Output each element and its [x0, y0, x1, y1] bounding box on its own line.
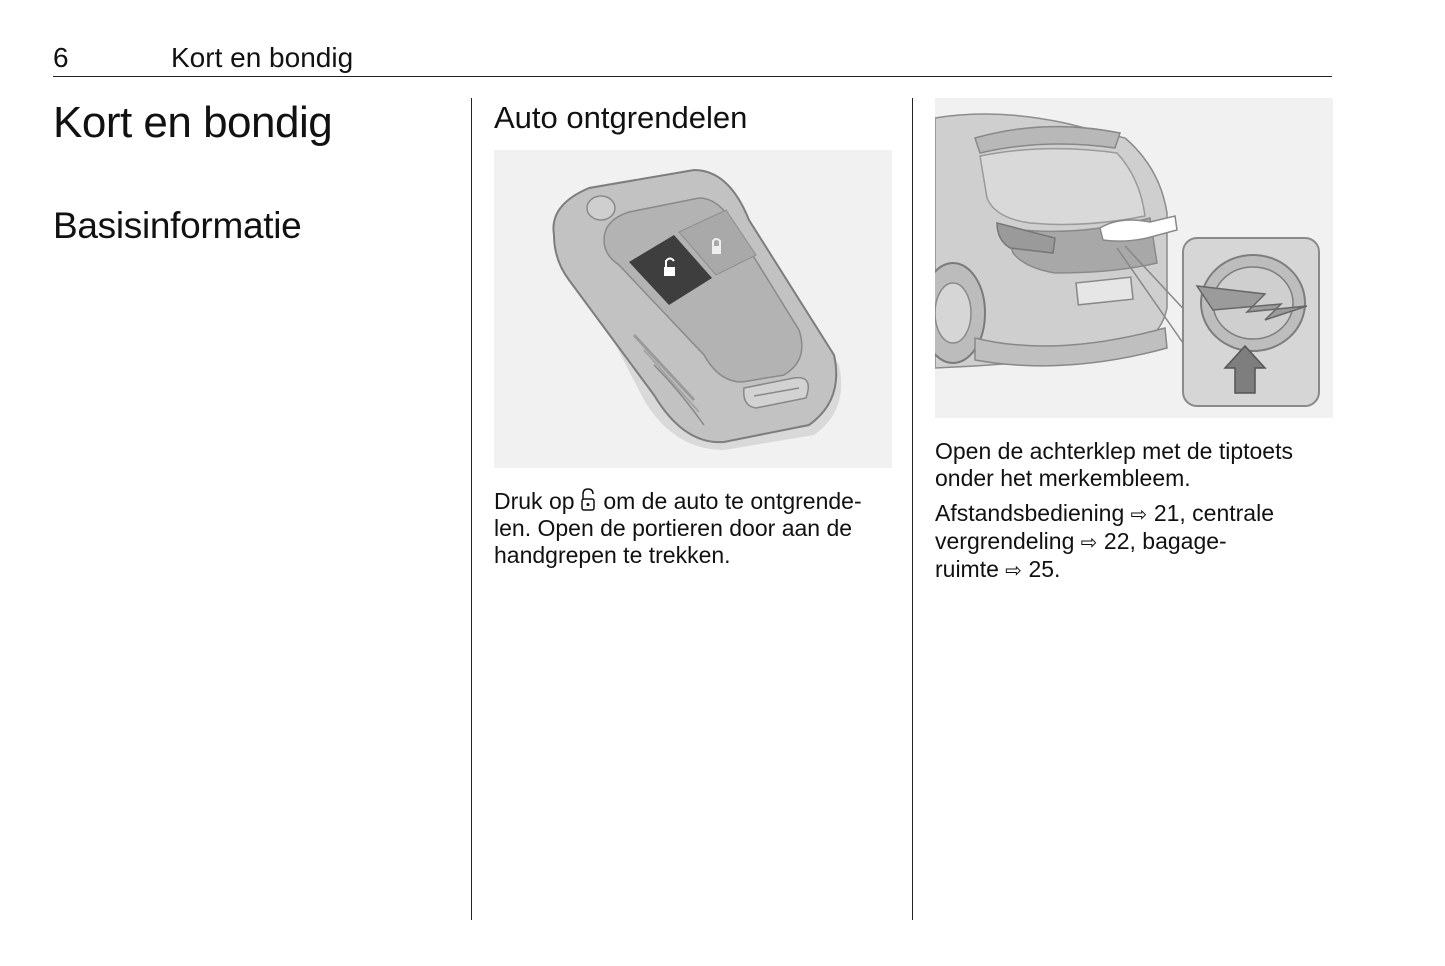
page-ref-arrow-icon: ⇨: [1130, 502, 1148, 526]
unlock-text-3: handgrepen te trekken.: [494, 542, 731, 568]
section-title: Kort en bondig: [53, 98, 333, 147]
unlock-text-2: len. Open de portieren door aan de: [494, 515, 853, 541]
section-subtitle: Basisinformatie: [53, 205, 302, 246]
ref-boot-label: ruimte: [935, 556, 999, 582]
ref-remote-label: Afstandsbediening: [935, 500, 1125, 526]
page-number: 6: [53, 42, 69, 73]
unlock-text-1a: Druk op: [494, 488, 575, 514]
unlock-instructions: [494, 488, 904, 569]
ref-boot-page[interactable]: 25.: [1028, 556, 1061, 582]
unlock-heading: Auto ontgrendelen: [494, 100, 748, 135]
tailgate-instructions: [935, 438, 1335, 492]
key-fob-illustration: [494, 150, 892, 468]
ref-locking-page[interactable]: 22, bagage-: [1103, 528, 1227, 554]
cross-references: [935, 500, 1335, 584]
unlock-icon: [581, 488, 595, 512]
running-title: Kort en bondig: [171, 42, 354, 73]
column-divider-1: [471, 98, 472, 920]
ref-remote-page[interactable]: 21, centrale: [1153, 500, 1275, 526]
column-divider-2: [912, 98, 913, 920]
tailgate-illustration: [935, 98, 1333, 418]
tailgate-text-1: Open de achterklep met de tiptoets: [935, 438, 1293, 464]
page-header: [53, 40, 1332, 77]
tailgate-text-2: onder het merkembleem.: [935, 465, 1191, 491]
unlock-text-1b: om de auto te ontgrende-: [603, 488, 862, 514]
ref-locking-label: vergrendeling: [935, 528, 1075, 554]
page-ref-arrow-icon: ⇨: [1005, 558, 1023, 582]
page-ref-arrow-icon: ⇨: [1080, 530, 1098, 554]
